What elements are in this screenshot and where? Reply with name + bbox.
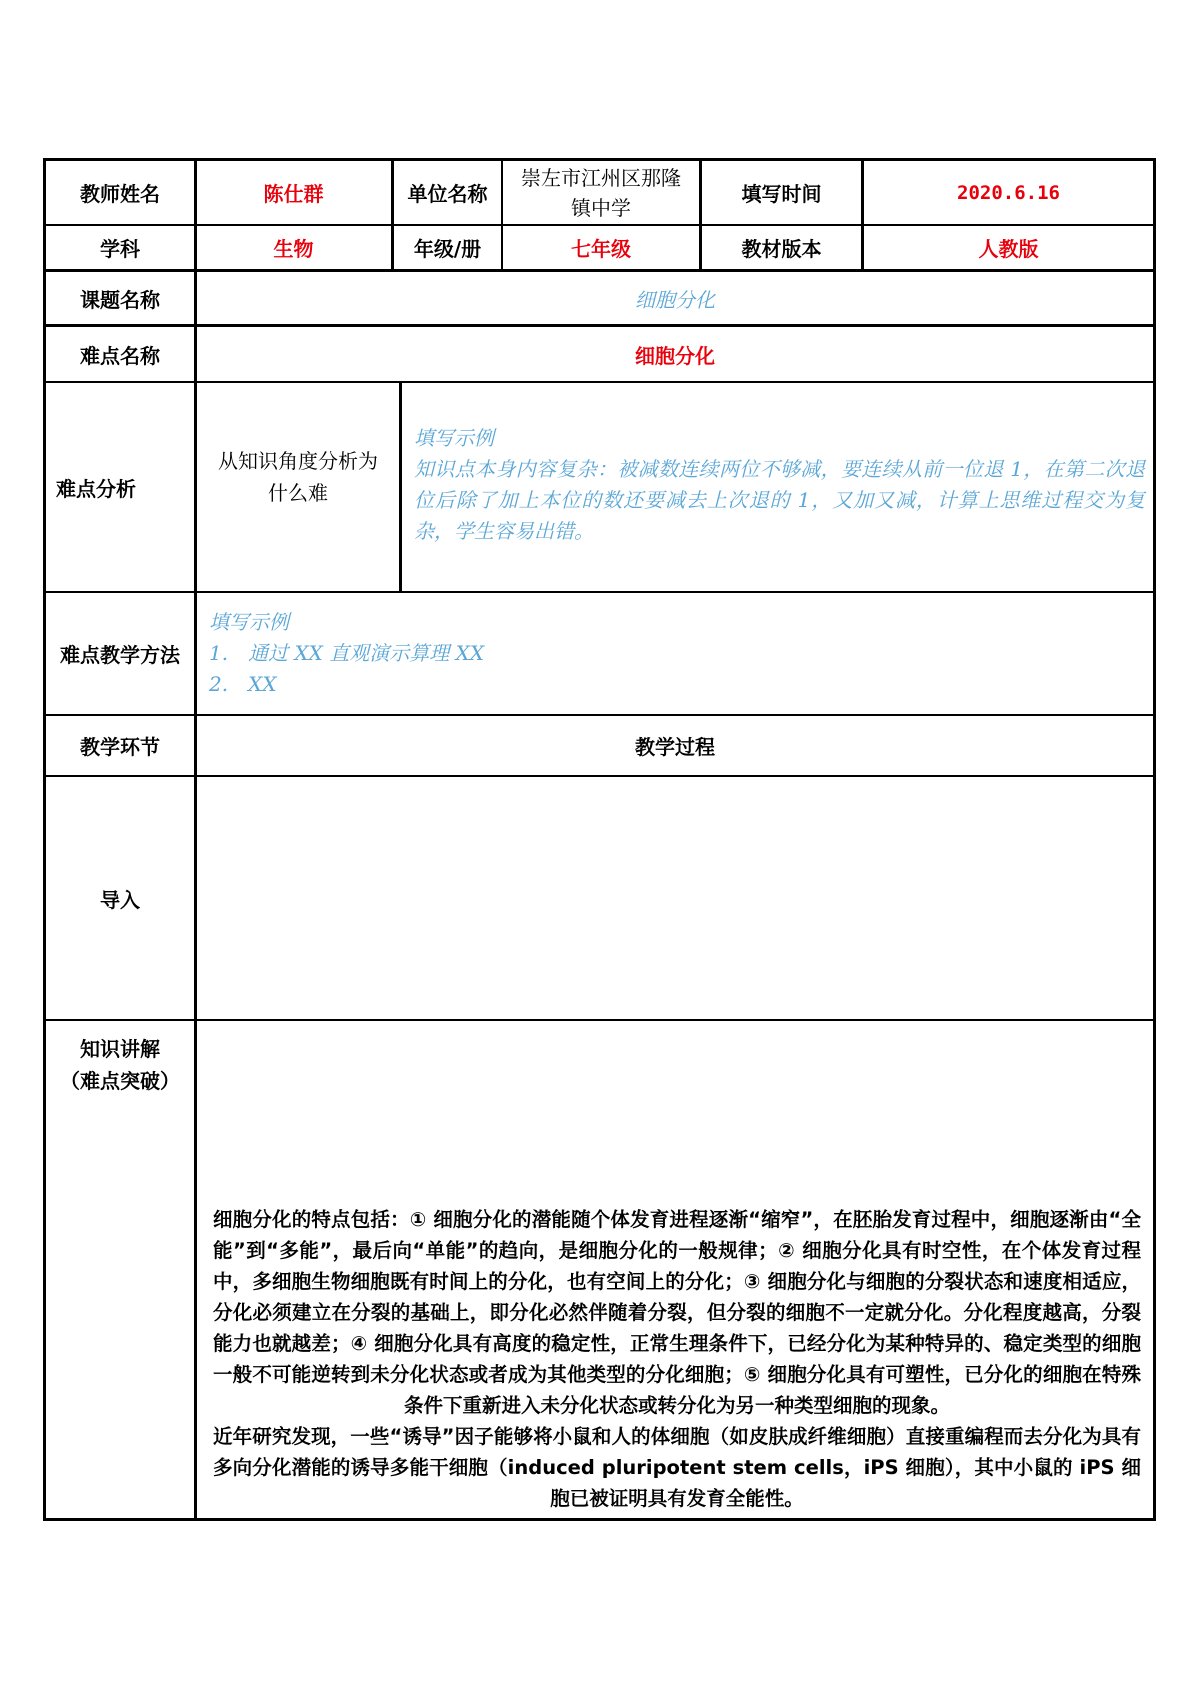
method-example-title: 填写示例 xyxy=(209,610,289,634)
method-item-1: 1. 通过 XX 直观演示算理 XX xyxy=(209,641,485,665)
analysis-sub-label-line1: 从知识角度分析为 xyxy=(218,449,378,473)
intro-content xyxy=(197,777,1153,1019)
grade-label: 年级/册 xyxy=(413,237,482,261)
difficulty-value: 细胞分化 xyxy=(635,343,715,368)
method-example xyxy=(197,593,1153,714)
fill-time-value: 2020.6.16 xyxy=(957,181,1060,204)
knowledge-paragraph-1: 细胞分化的特点包括：① 细胞分化的潜能随个体发育进程逐渐“缩窄”，在胚胎发育过程中，细胞逐渐由“全能”到“多能”，最后向“单能”的趋向，是细胞分化的一般规律；② 细胞分化具有时空性，在个体发育过程中，多细胞生物细胞既有时间上的分化，也有空间上的分化；③ 细胞分化与细胞的分裂状态和速度相适应，分化必须建立在分裂的基础上，即分化必然伴随着分裂，但分裂的细胞不一定就分化。分化程度越高，分裂能力也就越差；④ 细胞分化具有高度的稳定性，正常生理条件下，已经分化为某种特异的、稳定类型的细胞一般不可能逆转到未分化状态或者成为其他类型的分化细胞；⑤ 细胞分化具有可塑性，已分化的细胞在特殊条件下重新进入未分化状态或转分化为另一种类型细胞的现象。 xyxy=(213,1208,1141,1417)
edition-value: 人教版 xyxy=(978,237,1039,261)
unit-name-value xyxy=(503,161,699,224)
edition-label: 教材版本 xyxy=(741,237,822,261)
teacher-name-value: 陈仕群 xyxy=(263,182,324,206)
topic-label: 课题名称 xyxy=(80,287,160,312)
analysis-example xyxy=(404,383,1153,591)
method-item-2: 2. XX xyxy=(209,672,277,696)
method-label: 难点教学方法 xyxy=(60,643,180,667)
knowledge-label-line2: （难点突破） xyxy=(60,1069,180,1093)
analysis-sub-label-line2: 什么难 xyxy=(268,481,328,505)
unit-name-line1: 崇左市江州区那隆 xyxy=(521,165,681,190)
teacher-name-label: 教师姓名 xyxy=(80,182,160,206)
intro-label: 导入 xyxy=(100,887,140,912)
knowledge-paragraph-2: 近年研究发现，一些“诱导”因子能够将小鼠和人的体细胞（如皮肤成纤维细胞）直接重编程而去分化为具有多向分化潜能的诱导多能干细胞（induced pluripotent stem cells，iPS 细胞），其中小鼠的 iPS 细胞已被证明具有发育全能性。 xyxy=(213,1425,1141,1510)
difficulty-label: 难点名称 xyxy=(80,343,160,368)
lesson-plan-table xyxy=(43,158,1156,1521)
knowledge-content xyxy=(197,1021,1153,1518)
process-value: 教学过程 xyxy=(635,735,715,759)
subject-value: 生物 xyxy=(273,237,314,261)
analysis-example-text: 知识点本身内容复杂：被减数连续两位不够减，要连续从前一位退 1，在第二次退位后除了加上本位的数还要减去上次退的 1，又加又减，计算上思维过程交为复杂，学生容易出错。 xyxy=(414,457,1145,543)
analysis-example-title: 填写示例 xyxy=(414,426,494,450)
topic-value: 细胞分化 xyxy=(635,287,715,312)
process-label: 教学环节 xyxy=(80,735,160,759)
fill-time-label: 填写时间 xyxy=(741,182,822,206)
analysis-label: 难点分析 xyxy=(56,476,136,501)
subject-label: 学科 xyxy=(100,237,140,261)
unit-name-line2: 镇中学 xyxy=(571,195,631,220)
unit-name-label: 单位名称 xyxy=(407,182,488,206)
knowledge-label xyxy=(46,1021,194,1518)
grade-value: 七年级 xyxy=(571,237,631,261)
analysis-sub-label xyxy=(197,383,399,591)
knowledge-label-line1: 知识讲解 xyxy=(80,1037,160,1061)
